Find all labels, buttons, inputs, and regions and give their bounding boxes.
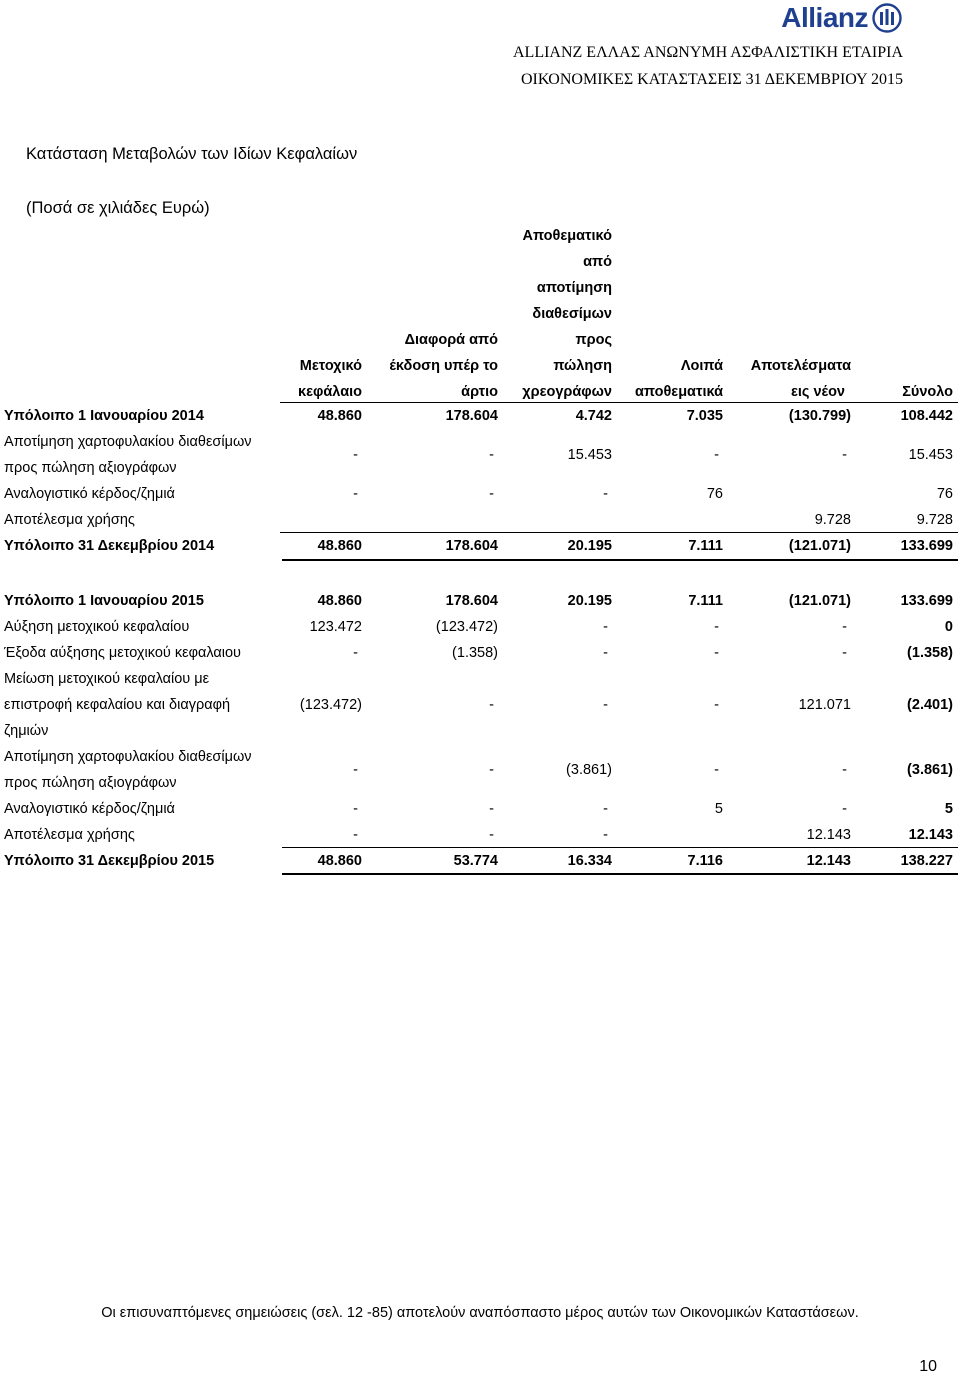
cell-value: 0 xyxy=(944,619,953,635)
cell-value: - xyxy=(353,486,358,502)
cell-value: (123.472) xyxy=(299,697,362,713)
cell-value: - xyxy=(603,827,608,843)
cell-value: - xyxy=(489,801,494,817)
cell-value: (121.071) xyxy=(788,593,851,609)
column-header-line: από xyxy=(583,254,612,270)
cell-value: 12.143 xyxy=(908,827,953,843)
cell-value: (2.401) xyxy=(907,697,953,713)
brand-name: Allianz xyxy=(781,2,868,33)
cell-value: (1.358) xyxy=(452,645,498,661)
cell-value: - xyxy=(842,447,847,463)
row-label: Αναλογιστικό κέρδος/ζημιά xyxy=(4,486,175,502)
row-label: Μείωση μετοχικού κεφαλαίου με xyxy=(4,671,210,687)
column-header-line: αποτίμηση xyxy=(536,280,612,296)
cell-value: 7.111 xyxy=(688,593,723,609)
cell-value: (1.358) xyxy=(907,645,953,661)
subtotal-rule xyxy=(282,847,958,848)
row-label: Υπόλοιπο 1 Ιανουαρίου 2015 xyxy=(4,593,204,609)
cell-value: 4.742 xyxy=(575,408,612,424)
cell-value: 48.860 xyxy=(317,408,362,424)
cell-value: (130.799) xyxy=(788,408,851,424)
cell-value: 138.227 xyxy=(900,853,953,869)
column-header-line: Διαφορά από xyxy=(404,332,498,348)
column-header-line: Σύνολο xyxy=(902,384,953,400)
row-label: Αποτέλεσμα χρήσης xyxy=(4,827,135,843)
brand-logo xyxy=(781,2,902,34)
cell-value: - xyxy=(489,827,494,843)
cell-value: 15.453 xyxy=(567,447,612,463)
cell-value: 133.699 xyxy=(900,538,953,554)
cell-value: - xyxy=(714,619,719,635)
column-header-line: Αποτελέσματα xyxy=(750,358,851,374)
cell-value: - xyxy=(353,447,358,463)
cell-value: - xyxy=(353,762,358,778)
column-header-line: αποθεματικά xyxy=(635,384,723,400)
currency-note: (Ποσά σε χιλιάδες Ευρώ) xyxy=(26,199,210,217)
row-label: Αποτίμηση χαρτοφυλακίου διαθεσίμων xyxy=(4,749,252,765)
row-label: Έξοδα αύξησης μετοχικού κεφαλαιου xyxy=(4,645,241,661)
row-label: Υπόλοιπο 31 Δεκεμβρίου 2015 xyxy=(4,853,215,869)
column-header-line: Αποθεματικό xyxy=(522,228,612,244)
cell-value: 9.728 xyxy=(814,512,851,528)
column-header-line: Λοιπά xyxy=(680,358,723,374)
row-label: Αναλογιστικό κέρδος/ζημιά xyxy=(4,801,175,817)
cell-value: - xyxy=(842,762,847,778)
row-label: επιστροφή κεφαλαίου και διαγραφή xyxy=(4,697,231,713)
cell-value: 76 xyxy=(936,486,953,502)
cell-value: 9.728 xyxy=(916,512,953,528)
cell-value: 12.143 xyxy=(806,827,851,843)
column-header-line: άρτιο xyxy=(461,384,498,400)
cell-value: 7.111 xyxy=(688,538,723,554)
row-label: Αύξηση μετοχικού κεφαλαίου xyxy=(4,619,190,635)
cell-value: - xyxy=(842,645,847,661)
cell-value: - xyxy=(714,697,719,713)
subtotal-rule xyxy=(280,532,958,533)
cell-value: (121.071) xyxy=(788,538,851,554)
row-label: Υπόλοιπο 31 Δεκεμβρίου 2014 xyxy=(4,538,215,554)
column-header-line: διαθεσίμων xyxy=(532,306,612,322)
cell-value: 108.442 xyxy=(900,408,953,424)
column-header-line: χρεογράφων xyxy=(522,384,612,400)
cell-value: - xyxy=(489,697,494,713)
column-header-line: Μετοχικό xyxy=(299,358,362,374)
cell-value: 16.334 xyxy=(567,853,612,869)
cell-value: 48.860 xyxy=(317,593,362,609)
cell-value: 48.860 xyxy=(317,853,362,869)
cell-value: - xyxy=(603,801,608,817)
cell-value: - xyxy=(489,762,494,778)
row-label: ζημιών xyxy=(4,723,49,739)
cell-value: 7.035 xyxy=(686,408,723,424)
column-header-line: εις νέον xyxy=(790,384,845,400)
cell-value: 53.774 xyxy=(453,853,498,869)
column-header-line: κεφάλαιο xyxy=(298,384,362,400)
total-rule xyxy=(282,559,958,561)
cell-value: - xyxy=(842,619,847,635)
row-label: Αποτέλεσμα χρήσης xyxy=(4,512,135,528)
cell-value: - xyxy=(353,645,358,661)
cell-value: 76 xyxy=(706,486,723,502)
allianz-logo-icon xyxy=(872,3,902,33)
page-number: 10 xyxy=(919,1358,937,1375)
cell-value: - xyxy=(489,486,494,502)
cell-value: 123.472 xyxy=(309,619,362,635)
cell-value: - xyxy=(714,645,719,661)
cell-value: 133.699 xyxy=(900,593,953,609)
cell-value: (3.861) xyxy=(907,762,953,778)
total-rule xyxy=(282,873,958,875)
cell-value: 121.071 xyxy=(798,697,851,713)
row-label: Υπόλοιπο 1 Ιανουαρίου 2014 xyxy=(4,408,204,424)
cell-value: - xyxy=(489,447,494,463)
statement-title: Κατάσταση Μεταβολών των Ιδίων Κεφαλαίων xyxy=(26,145,358,163)
cell-value: - xyxy=(353,801,358,817)
cell-value: 5 xyxy=(944,801,953,817)
cell-value: 12.143 xyxy=(806,853,851,869)
cell-value: (123.472) xyxy=(435,619,498,635)
column-header-line: πώληση xyxy=(553,358,612,374)
column-header-line: έκδοση υπέρ το xyxy=(389,358,498,374)
cell-value: - xyxy=(842,801,847,817)
row-label: προς πώληση αξιογράφων xyxy=(4,775,177,791)
footer-note: Οι επισυναπτόμενες σημειώσεις (σελ. 12 -85) αποτελούν αναπόσπαστο μέρος αυτών των Οικονομικών Καταστάσεων. xyxy=(101,1305,859,1321)
cell-value: 15.453 xyxy=(908,447,953,463)
row-label: προς πώληση αξιογράφων xyxy=(4,460,177,476)
company-name: ALLIANZ ΕΛΛΑΣ ΑΝΩΝΥΜΗ ΑΣΦΑΛΙΣΤΙΚΗ ΕΤΑΙΡΙΑ xyxy=(512,44,903,61)
cell-value: (3.861) xyxy=(566,762,612,778)
cell-value: - xyxy=(353,827,358,843)
cell-value: 5 xyxy=(714,801,723,817)
cell-value: 7.116 xyxy=(687,853,723,869)
header-rule xyxy=(280,402,958,403)
column-header-line: προς xyxy=(575,332,612,348)
cell-value: - xyxy=(603,697,608,713)
cell-value: - xyxy=(714,762,719,778)
cell-value: 20.195 xyxy=(567,538,612,554)
cell-value: - xyxy=(714,447,719,463)
cell-value: - xyxy=(603,645,608,661)
cell-value: - xyxy=(603,486,608,502)
cell-value: - xyxy=(603,619,608,635)
statements-title: ΟΙΚΟΝΟΜΙΚΕΣ ΚΑΤΑΣΤΑΣΕΙΣ 31 ΔΕΚΕΜΒΡΙΟΥ 2015 xyxy=(520,71,903,88)
cell-value: 20.195 xyxy=(567,593,612,609)
cell-value: 178.604 xyxy=(445,593,498,609)
cell-value: 178.604 xyxy=(445,538,498,554)
row-label: Αποτίμηση χαρτοφυλακίου διαθεσίμων xyxy=(4,434,252,450)
cell-value: 178.604 xyxy=(445,408,498,424)
cell-value: 48.860 xyxy=(317,538,362,554)
